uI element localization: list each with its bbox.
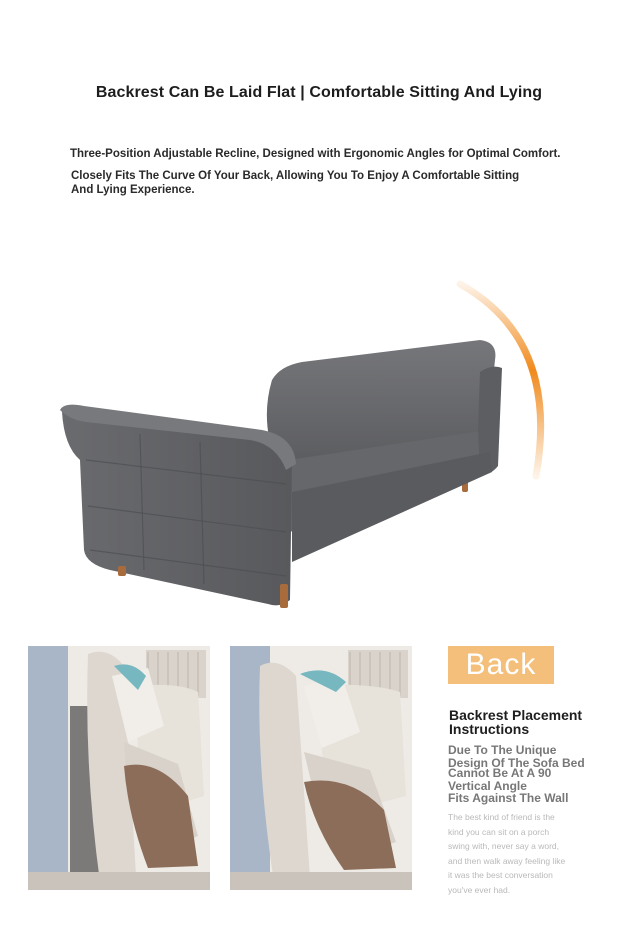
instruction-line: Vertical Angle [448,778,527,793]
instruction-line: Fits Against The Wall [448,791,569,805]
placement-instructions [448,744,588,805]
feature-description: Closely Fits The Curve Of Your Back, Allowing You To Enjoy A Comfortable Sitting And Lying Experience. [71,170,520,196]
friendship-quote: The best kind of friend is the kind you can sit on a porch swing with, never say a word, and then walk away feeling like it was the best conversation you've ever had. [448,812,566,895]
sofa-against-wall-photo [28,646,210,890]
photo-illustration [28,646,210,890]
instruction-line: Due To The Unique [448,743,557,757]
back-badge: Back [448,646,554,684]
feature-subtitle: Three-Position Adjustable Recline, Designed with Ergonomic Angles for Optimal Comfort. [70,148,561,160]
page-title: Backrest Can Be Laid Flat | Comfortable Sitting And Lying [95,84,543,101]
sofa-against-wall-photo-2 [230,646,412,890]
photo-illustration-2 [230,646,412,890]
placement-title: Backrest Placement Instructions [449,707,583,737]
sofa-illustration [40,270,580,620]
instruction-line: Cannot Be At A 90 [448,766,552,780]
sofa-hero-image [40,270,580,620]
instruction-line: Design Of The Sofa Bed [448,755,585,770]
